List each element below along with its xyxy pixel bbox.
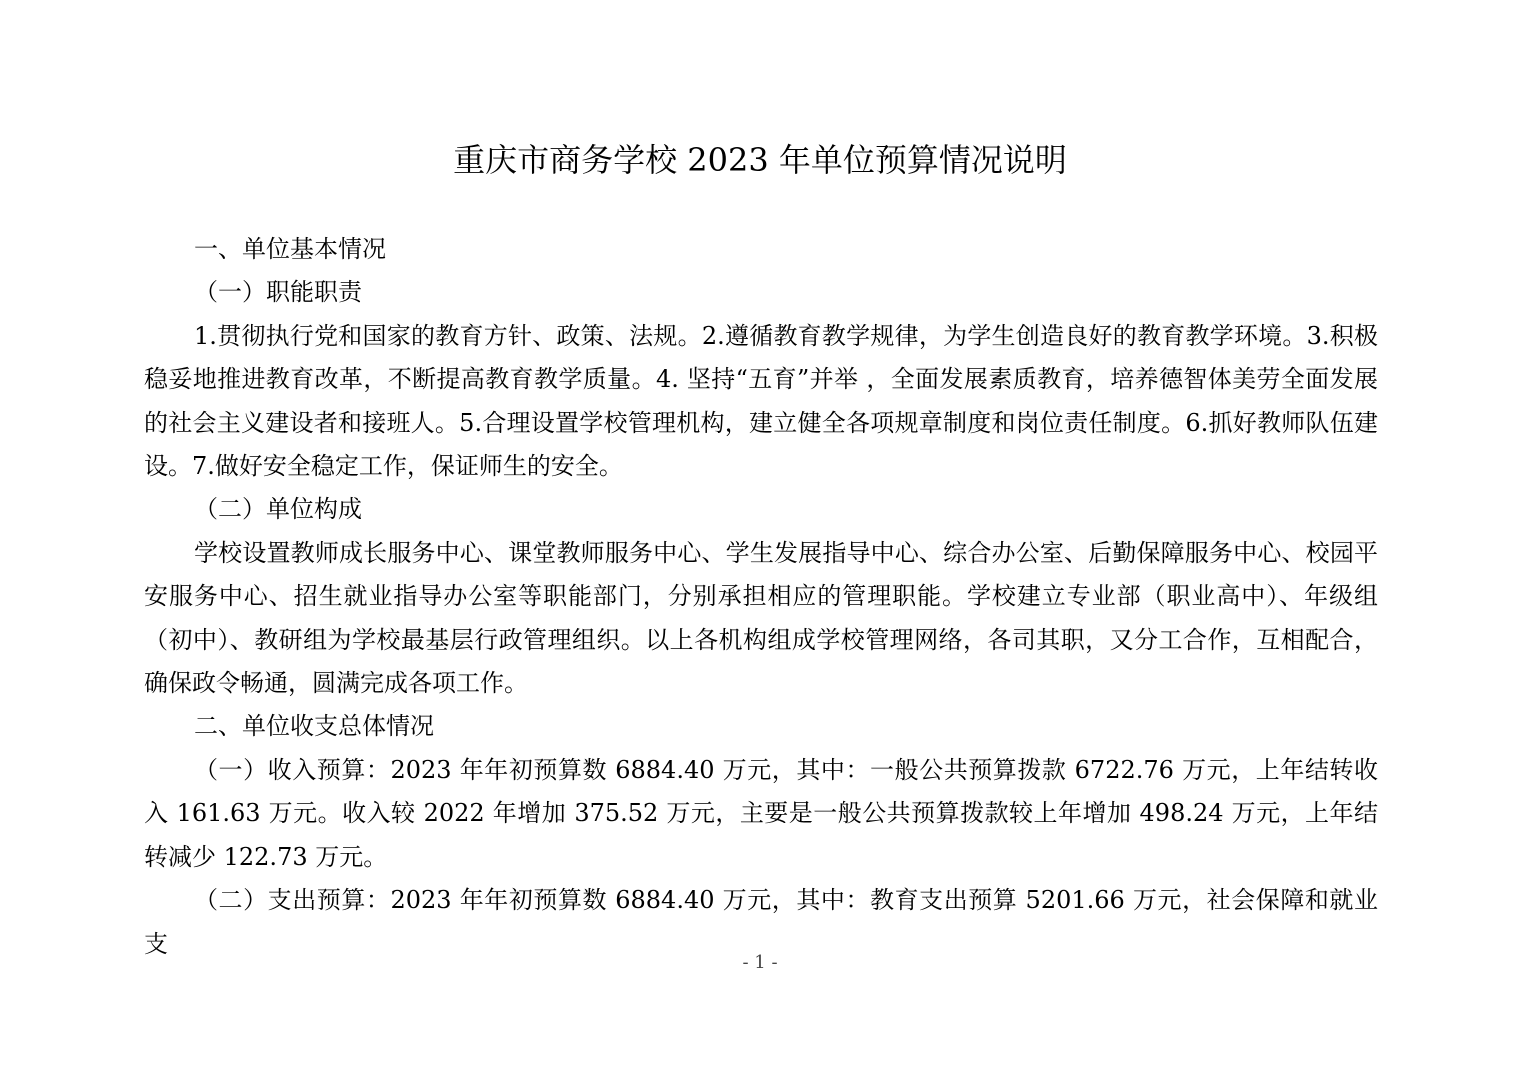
paragraph-functions: 1.贯彻执行党和国家的教育方针、政策、法规。2.遵循教育教学规律，为学生创造良好的教育教学环境。3.积极稳妥地推进教育改革，不断提高教育教学质量。4. 坚持“五育”并举 ，全面发展素质教育，培养德智体美劳全面发展的社会主义建设者和接班人。5.合理设置学校管理机构，建立健全各项规章制度和岗位责任制度。6.抓好教师队伍建设。7.做好安全稳定工作，保证师生的安全。	[144, 321, 1378, 481]
paragraph-expenditure-budget: （二）支出预算：2023 年年初预算数 6884.40 万元，其中：教育支出预算 5201.66 万元，社会保障和就业支	[144, 886, 1378, 958]
subsection-heading-composition: （二）单位构成	[194, 495, 362, 524]
subsection-heading-functions: （一）职能职责	[194, 278, 362, 307]
paragraph-composition: 学校设置教师成长服务中心、课堂教师服务中心、学生发展指导中心、综合办公室、后勤保障服务中心、校园平安服务中心、招生就业指导办公室等职能部门，分别承担相应的管理职能。学校建立专业部（职业高中）、年级组（初中）、教研组为学校最基层行政管理组织。以上各机构组成学校管理网络，各司其职，又分工合作，互相配合，确保政令畅通，圆满完成各项工作。	[144, 538, 1378, 698]
document-title: 重庆市商务学校 2023 年单位预算情况说明	[453, 141, 1067, 179]
paragraph-income-budget: （一）收入预算：2023 年年初预算数 6884.40 万元，其中：一般公共预算拨款 6722.76 万元，上年结转收入 161.63 万元。收入较 2022 年增加 375.52 万元，主要是一般公共预算拨款较上年增加 498.24 万元，上年结转减少 122.73 万元。	[144, 755, 1378, 871]
section-heading-basic-info: 一、单位基本情况	[194, 235, 386, 263]
document-body	[144, 228, 1378, 966]
section-heading-budget-overview: 二、单位收支总体情况	[194, 712, 434, 741]
page-number: - 1 -	[742, 952, 778, 973]
